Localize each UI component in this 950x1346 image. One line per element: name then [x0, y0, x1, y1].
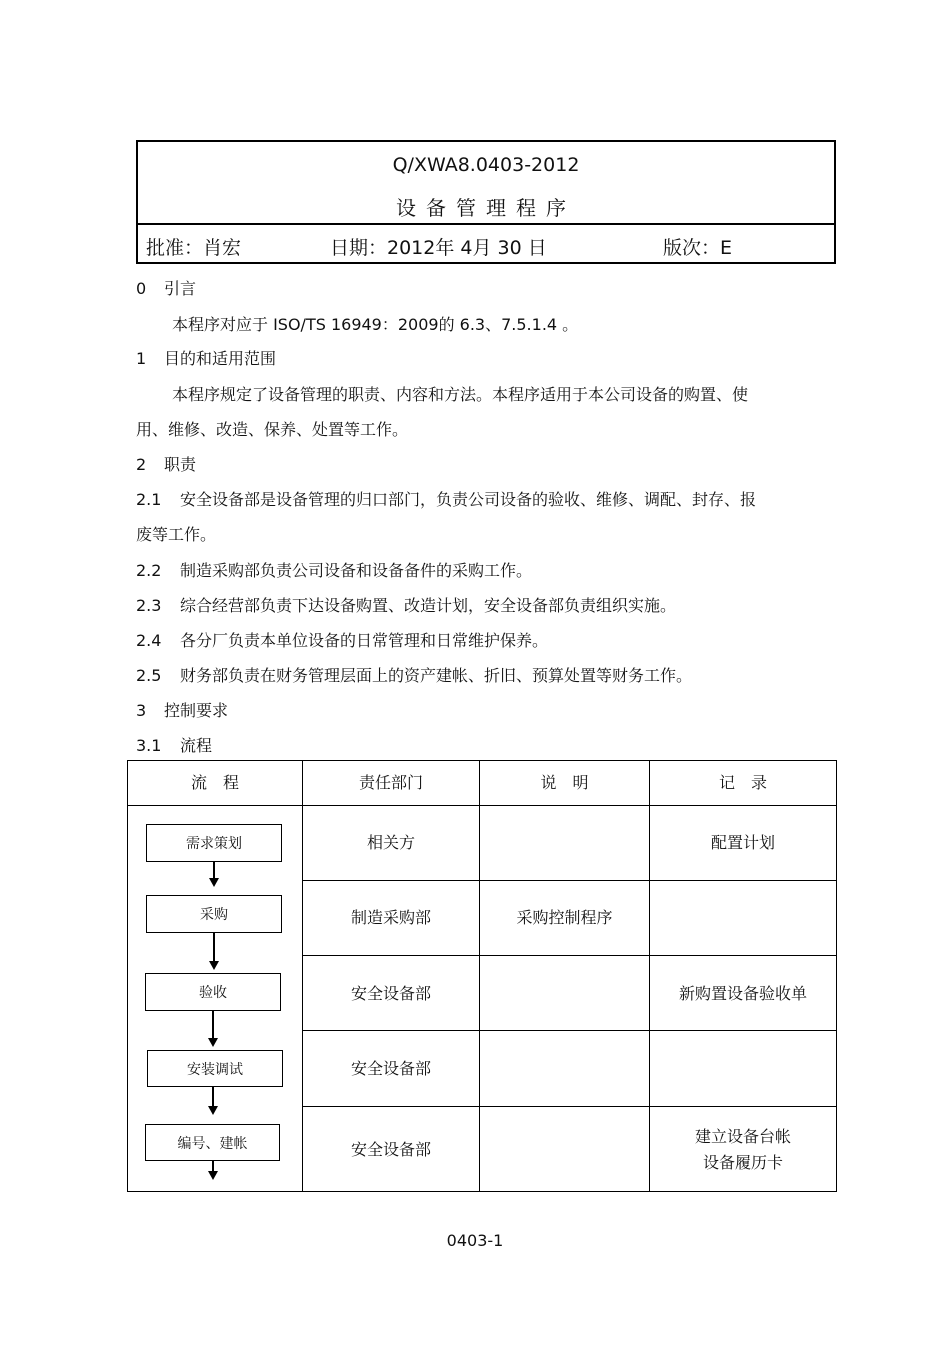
flow-step-installation: 安装调试	[147, 1050, 283, 1087]
row3-dept: 安全设备部	[350, 984, 431, 1003]
flow-step-numbering: 编号、建帐	[145, 1124, 280, 1161]
section-2-1-cont: 废等工作。	[136, 525, 217, 544]
row1-dept: 相关方	[366, 833, 415, 852]
arrow-down-icon	[208, 1106, 218, 1115]
row2-dept: 制造采购部	[350, 908, 431, 927]
section-2-heading: 2 职责	[136, 455, 197, 474]
arrow-down-icon	[209, 878, 219, 887]
flow-step-acceptance: 验收	[145, 973, 281, 1011]
section-2-1: 2.1 安全设备部是设备管理的归口部门，负责公司设备的验收、维修、调配、封存、报	[136, 490, 757, 509]
approver: 批准：肖宏	[146, 237, 242, 259]
section-1-body-line2: 用、维修、改造、保养、处置等工作。	[136, 420, 409, 439]
row2-desc: 采购控制程序	[516, 908, 613, 927]
section-2-3: 2.3 综合经营部负责下达设备购置、改造计划，安全设备部负责组织实施。	[136, 596, 677, 615]
section-0-heading: 0 引言	[136, 279, 197, 298]
row4-dept: 安全设备部	[350, 1059, 431, 1078]
row5-record-2: 设备履历卡	[702, 1153, 783, 1172]
table-header-record: 记 录	[718, 773, 767, 792]
arrow-down-icon	[208, 1038, 218, 1047]
flow-step-purchase: 采购	[146, 895, 282, 933]
section-1-heading: 1 目的和适用范围	[136, 349, 277, 368]
section-3-heading: 3 控制要求	[136, 701, 229, 720]
table-header-flow: 流 程	[190, 773, 239, 792]
page-number: 0403-1	[446, 1231, 504, 1250]
arrow-down-icon	[209, 961, 219, 970]
table-header-desc: 说 明	[540, 773, 589, 792]
section-2-4: 2.4 各分厂负责本单位设备的日常管理和日常维护保养。	[136, 631, 549, 650]
row1-record: 配置计划	[710, 833, 775, 852]
arrow-down-icon	[208, 1171, 218, 1180]
flow-step-demand-planning: 需求策划	[146, 824, 282, 862]
version: 版次：E	[663, 237, 733, 259]
document-header	[136, 140, 836, 264]
approval-date: 日期：2012年 4月 30 日	[330, 237, 547, 259]
header-meta-row	[138, 225, 834, 262]
header-title-area	[138, 142, 834, 225]
row5-dept: 安全设备部	[350, 1140, 431, 1159]
document-code: Q/XWA8.0403-2012	[392, 154, 580, 176]
document-title: 设备管理程序	[396, 196, 576, 220]
section-0-body: 本程序对应于 ISO/TS 16949：2009的 6.3、7.5.1.4 。	[172, 315, 579, 334]
section-3-1-heading: 3.1 流程	[136, 736, 213, 755]
table-header-dept: 责任部门	[358, 773, 423, 792]
row3-record: 新购置设备验收单	[678, 984, 807, 1003]
section-2-5: 2.5 财务部负责在财务管理层面上的资产建帐、折旧、预算处置等财务工作。	[136, 666, 693, 685]
section-2-2: 2.2 制造采购部负责公司设备和设备备件的采购工作。	[136, 561, 533, 580]
row5-record-1: 建立设备台帐	[694, 1127, 791, 1146]
section-1-body-line1: 本程序规定了设备管理的职责、内容和方法。本程序适用于本公司设备的购置、使	[172, 385, 749, 404]
